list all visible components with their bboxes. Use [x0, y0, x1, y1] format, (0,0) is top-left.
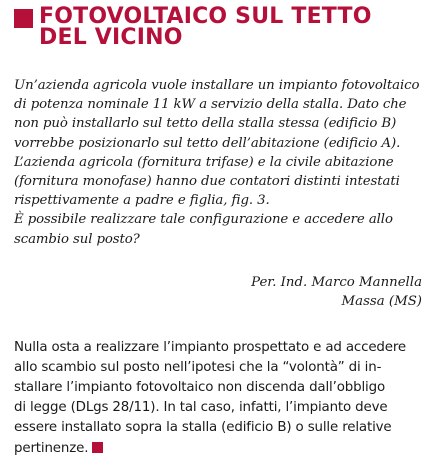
article-headline [14, 6, 422, 48]
article-title: FOTOVOLTAICO SUL TETTO DEL VICINO [39, 4, 372, 50]
end-of-article-square-icon [92, 442, 103, 453]
reader-question: Un’azienda agricola vuole installare un impianto fotovoltaico di potenza nominale 11 kW a servizio della stalla. Dato che non può installarlo sul tetto della stalla stessa (edificio B) vorrebbe posizionarlo sul tetto dell’abitazione (edificio A). L’azienda agricola (fornitura trifase) e la civile abitazione (fornitura monofase) hanno due contatori distinti intestati rispettivamente a padre e figlia, fig. 3. È possibile realizzare tale configurazione e accedere allo scambio sul posto? [14, 78, 420, 247]
question-author: Per. Ind. Marco Mannella Massa (MS) [251, 274, 422, 310]
square-bullet-icon [14, 9, 33, 28]
answer-text: Nulla osta a realizzare l’impianto prospettato e ad accedere allo scambio sul posto nell’ipotesi che la “volontà” di in- stallare l’impianto fotovoltaico non discenda dall’obbligo di legge (DLgs 28/11). In tal caso, infatti, l’impianto deve essere installato sopra la stalla (edificio B) o sulle relative pertinenze. [14, 339, 407, 456]
expert-answer [14, 338, 422, 459]
